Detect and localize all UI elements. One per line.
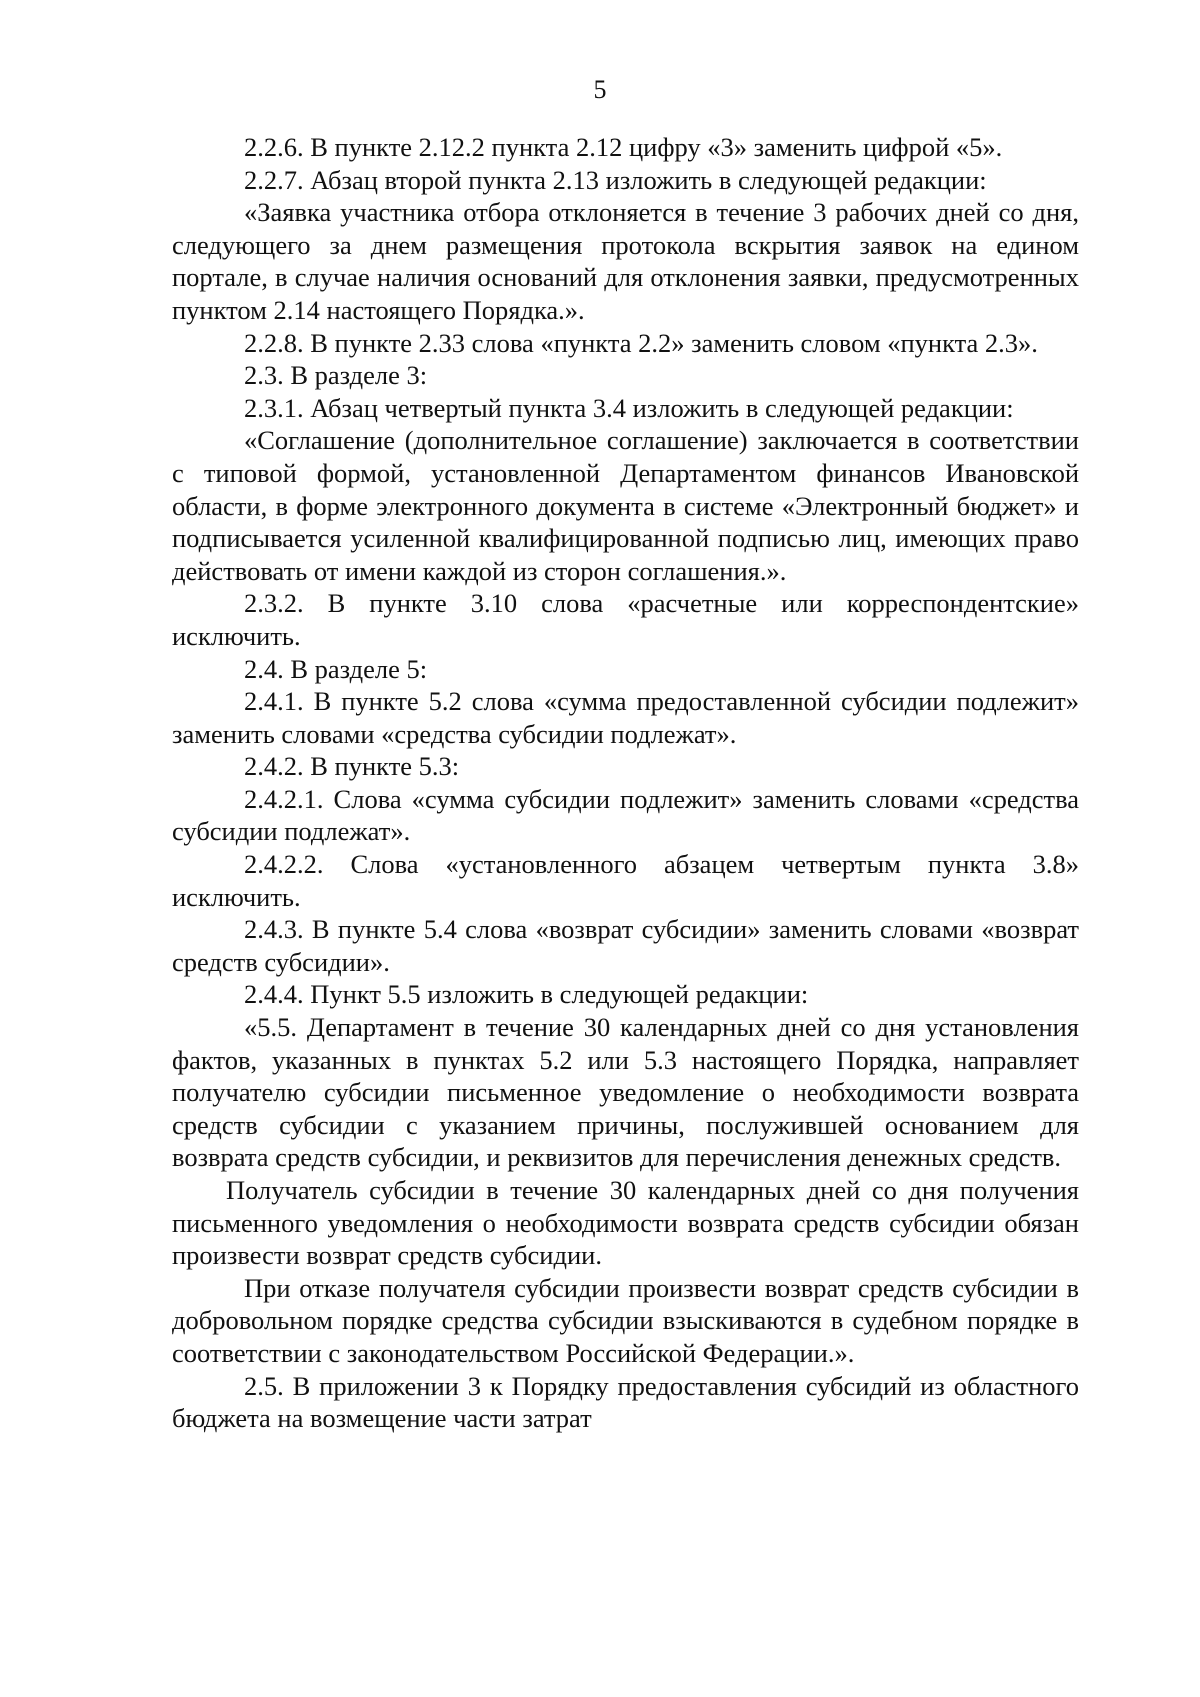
paragraph-2-3-2: 2.3.2. В пункте 3.10 слова «расчетные или корреспондентские» исключить.: [172, 588, 1079, 651]
paragraph-2-5: 2.5. В приложении 3 к Порядку предоставления субсидий из областного бюджета на возмещение части затрат: [172, 1370, 1079, 1434]
document-body: [172, 131, 1079, 1435]
quote-item-5-5: «5.5. Департамент в течение 30 календарных дней со дня установления фактов, указанных в пунктах 5.2 или 5.3 настоящего Порядка, направляет получателю субсидии письменное уведомление о необходимости возврата средств субсидии с указанием причины, послужившей основанием для возврата средств субсидии, и реквизитов для перечисления денежных средств.: [172, 1012, 1079, 1173]
paragraph-2-4-2-2: 2.4.2.2. Слова «установленного абзацем четвертым пункта 3.8» исключить.: [172, 849, 1079, 912]
paragraph-2-4: 2.4. В разделе 5:: [244, 653, 428, 684]
quote-recipient-obligation: Получатель субсидии в течение 30 календарных дней со дня получения письменного уведомления о необходимости возврата средств субсидии обязан произвести возврат средств субсидии.: [172, 1175, 1079, 1271]
paragraph-2-4-2-1: 2.4.2.1. Слова «сумма субсидии подлежит» заменить словами «средства субсидии подлежат».: [172, 783, 1079, 847]
paragraph-2-2-8: 2.2.8. В пункте 2.33 слова «пункта 2.2» заменить словом «пункта 2.3».: [244, 327, 1038, 358]
paragraph-2-2-6: 2.2.6. В пункте 2.12.2 пункта 2.12 цифру «3» заменить цифрой «5».: [244, 132, 1003, 162]
paragraph-2-3: 2.3. В разделе 3:: [244, 360, 428, 391]
paragraph-2-4-1: 2.4.1. В пункте 5.2 слова «сумма предоставленной субсидии подлежит» заменить словами «средства субсидии подлежат».: [172, 686, 1079, 749]
paragraph-2-4-3: 2.4.3. В пункте 5.4 слова «возврат субсидии» заменить словами «возврат средств субсидии».: [172, 914, 1079, 977]
quote-application-rejection: «Заявка участника отбора отклоняется в течение 3 рабочих дней со дня, следующего за днем размещения протокола вскрытия заявок на едином портале, в случае наличия оснований для отклонения заявки, предусмотренных пунктом 2.14 настоящего Порядка.».: [172, 197, 1079, 325]
paragraph-2-3-1: 2.3.1. Абзац четвертый пункта 3.4 изложить в следующей редакции:: [244, 392, 1014, 423]
paragraph-2-4-4: 2.4.4. Пункт 5.5 изложить в следующей редакции:: [244, 979, 809, 1010]
quote-agreement: «Соглашение (дополнительное соглашение) заключается в соответствии с типовой формой, установленной Департаментом финансов Ивановской области, в форме электронного документа в системе «Электронный бюджет» и подписывается усиленной квалифицированной подписью лиц, имеющих право действовать от имени каждой из сторон соглашения.».: [172, 425, 1079, 586]
quote-refusal-recovery: При отказе получателя субсидии произвести возврат средств субсидии в добровольном порядке средства субсидии взыскиваются в судебном порядке в соответствии с законодательством Российской Федерации.».: [172, 1272, 1079, 1368]
paragraph-2-2-7: 2.2.7. Абзац второй пункта 2.13 изложить в следующей редакции:: [244, 164, 987, 195]
page-number: 5: [593, 75, 607, 104]
paragraph-2-4-2: 2.4.2. В пункте 5.3:: [244, 751, 460, 782]
